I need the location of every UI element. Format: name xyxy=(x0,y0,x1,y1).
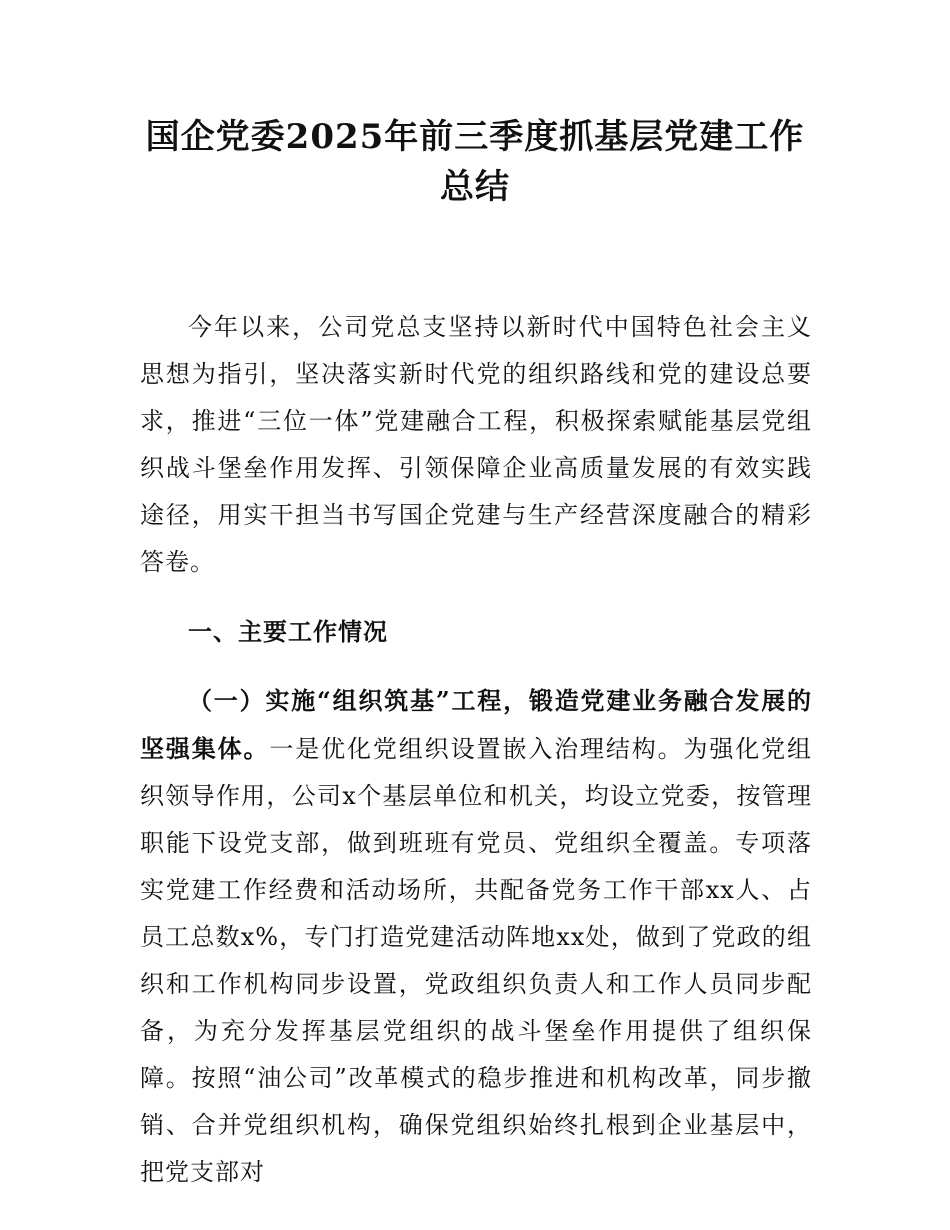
subsection-paragraph-1 xyxy=(140,677,812,1196)
document-title: 国企党委2025年前三季度抓基层党建工作总结 xyxy=(145,117,805,207)
intro-paragraph: 今年以来，公司党总支坚持以新时代中国特色社会主义思想为指引，坚决落实新时代党的组织路线和党的建设总要求，推进“三位一体”党建融合工程，积极探索赋能基层党组织战斗堡垒作用发挥、引领保障企业高质量发展的有效实践途径，用实干担当书写国企党建与生产经营深度融合的精彩答卷。 xyxy=(140,313,812,576)
document-body xyxy=(140,304,812,1196)
section-heading-main-work: 一、主要工作情况 xyxy=(188,617,388,646)
subsection-body: 一是优化党组织设置嵌入治理结构。为强化党组织领导作用，公司x个基层单位和机关，均设立党委，按管理职能下设党支部，做到班班有党员、党组织全覆盖。专项落实党建工作经费和活动场所，共配备党务工作干部xx人、占员工总数x%，专门打造党建活动阵地xx处，做到了党政的组织和工作机构同步设置，党政组织负责人和工作人员同步配备，为充分发挥基层党组织的战斗堡垒作用提供了组织保障。按照“油公司”改革模式的稳步推进和机构改革，同步撤销、合并党组织机构，确保党组织始终扎根到企业基层中，把党支部对 xyxy=(140,735,813,1186)
subsection-lead: （一）实施“组织筑基”工程，锻造党建业务融合发展的坚强集体。 xyxy=(140,686,812,763)
